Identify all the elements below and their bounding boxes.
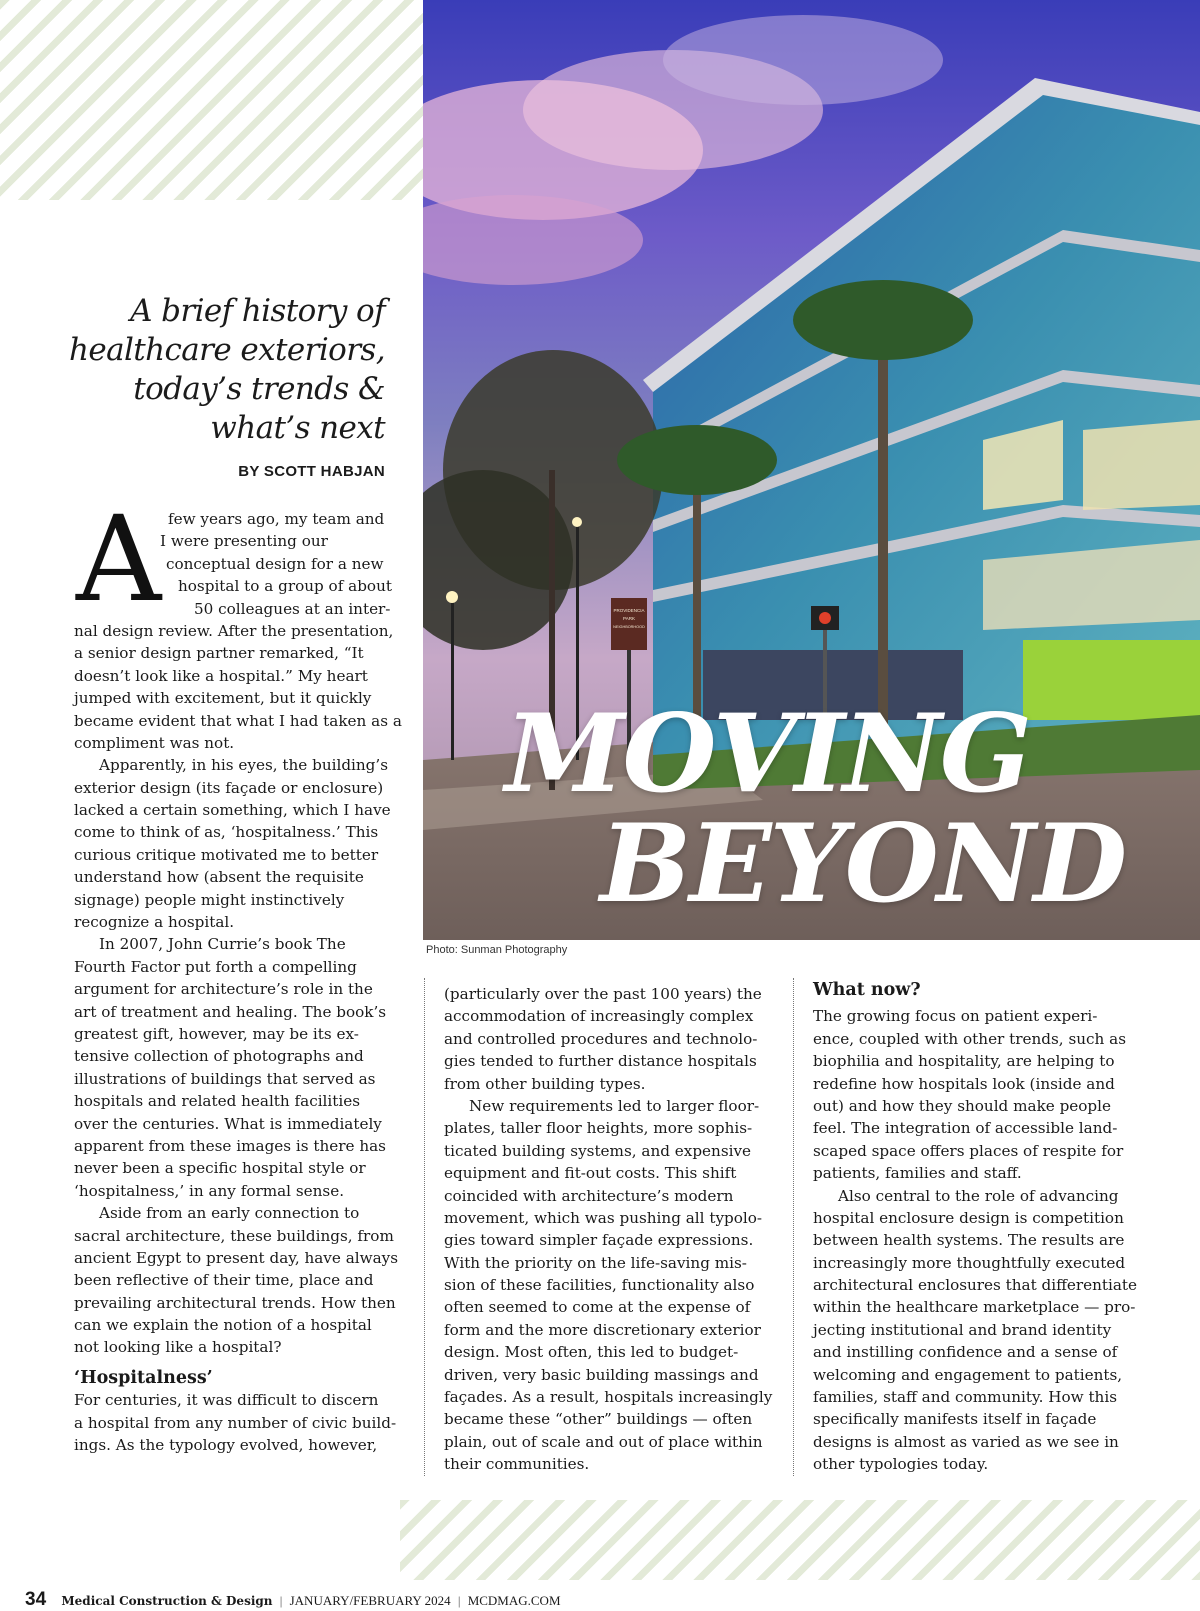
body-line: The growing focus on patient experi- (813, 1007, 1098, 1026)
body-line: ancient Egypt to present day, have always (74, 1248, 399, 1267)
body-line: out) and how they should make people (813, 1096, 1112, 1115)
body-line: Also central to the role of advancing (838, 1186, 1119, 1205)
drop-cap: A (76, 490, 162, 628)
body-line: became evident that what I had taken as a (74, 711, 402, 730)
body-line: their communities. (444, 1455, 590, 1474)
body-line: architectural enclosures that differentiate (813, 1276, 1138, 1295)
body-line: lacked a certain something, which I have (74, 801, 391, 820)
body-line: accommodation of increasingly complex (444, 1007, 754, 1026)
column-divider (424, 978, 425, 1476)
body-line: recognize a hospital. (74, 913, 235, 932)
body-line: never been a specific hospital style or (74, 1159, 366, 1178)
section-heading: What now? (813, 980, 921, 1000)
body-line: hospital to a group of about (178, 577, 392, 596)
body-line: families, staff and community. How this (813, 1388, 1117, 1407)
street-sign-line2: PARK (623, 616, 635, 621)
body-line: apparent from these images is there has (74, 1136, 386, 1155)
body-line: Apparently, in his eyes, the building’s (99, 756, 389, 775)
body-line: sacral architecture, these buildings, from (74, 1226, 394, 1245)
body-line: coincided with architecture’s modern (444, 1186, 734, 1205)
body-column-3 (813, 980, 1148, 1476)
footer-separator: | (279, 1593, 283, 1608)
body-line: argument for architecture’s role in the (74, 980, 373, 999)
body-line: Fourth Factor put forth a compelling (74, 957, 357, 976)
body-line: In 2007, John Currie’s book The (99, 935, 346, 954)
body-line: few years ago, my team and (168, 510, 385, 528)
publication-name: Medical Construction & Design (61, 1594, 273, 1608)
body-line: come to think of as, ‘hospitalness.’ This (74, 823, 379, 842)
body-line: ‘hospitalness,’ in any formal sense. (74, 1181, 345, 1200)
body-line: driven, very basic building massings and (444, 1365, 759, 1384)
body-line: exterior design (its façade or enclosure) (74, 778, 384, 797)
body-line: compliment was not. (74, 733, 235, 752)
body-line: gies toward simpler façade expressions. (444, 1231, 754, 1250)
body-line: doesn’t look like a hospital.” My heart (74, 666, 368, 685)
headline-line-1: MOVING (505, 691, 1030, 817)
body-line: tensive collection of photographs and (74, 1047, 364, 1066)
body-line: redefine how hospitals look (inside and (813, 1074, 1115, 1093)
section-heading: ‘Hospitalness’ (74, 1367, 213, 1388)
body-line: can we explain the notion of a hospital (74, 1316, 372, 1335)
body-line: became these “other” buildings — often (444, 1410, 753, 1429)
body-line: Aside from an early connection to (99, 1204, 360, 1223)
body-line: ticated building systems, and expensive (444, 1141, 752, 1160)
decorative-stripes-top (0, 0, 423, 200)
body-line: hospitals and related health facilities (74, 1092, 361, 1111)
body-line: jecting institutional and brand identity (813, 1320, 1112, 1339)
body-line (74, 1359, 407, 1367)
body-line: I were presenting our (160, 532, 328, 551)
body-line: curious critique motivated me to better (74, 845, 379, 864)
body-line: façades. As a result, hospitals increasingly (444, 1388, 773, 1407)
body-line: a senior design partner remarked, “It (74, 644, 364, 663)
body-line: feel. The integration of accessible land- (813, 1119, 1118, 1138)
body-line: increasingly more thoughtfully executed (813, 1253, 1126, 1272)
issue-date: JANUARY/FEBRUARY 2024 (289, 1593, 451, 1608)
body-line: art of treatment and healing. The book’s (74, 1002, 387, 1021)
body-line: and controlled procedures and technolo- (444, 1029, 758, 1048)
body-line: within the healthcare marketplace — pro- (813, 1298, 1136, 1317)
body-line: other typologies today. (813, 1455, 989, 1474)
body-line: 50 colleagues at an inter- (194, 599, 391, 618)
street-sign-line3: NEIGHBORHOOD (613, 625, 645, 629)
body-line: specifically manifests itself in façade (813, 1410, 1097, 1429)
body-column-1 (74, 508, 407, 1456)
body-line: ings. As the typology evolved, however, (74, 1436, 378, 1455)
body-line: greatest gift, however, may be its ex- (74, 1024, 359, 1043)
body-line: been reflective of their time, place and (74, 1271, 374, 1290)
body-line: patients, families and staff. (813, 1164, 1022, 1183)
body-line: conceptual design for a new (166, 554, 384, 573)
body-line: hospital enclosure design is competition (813, 1208, 1124, 1227)
body-line: signage) people might instinctively (74, 890, 345, 909)
page-footer (25, 1589, 561, 1611)
body-line: designs is almost as varied as we see in (813, 1432, 1119, 1451)
body-line: gies tended to further distance hospitals (444, 1052, 757, 1071)
body-line: form and the more discretionary exterior (444, 1320, 761, 1339)
body-line: design. Most often, this led to budget- (444, 1343, 739, 1362)
body-column-1-continued (74, 620, 407, 1456)
body-line: understand how (absent the requisite (74, 868, 364, 887)
deck-line: healthcare exteriors, (68, 332, 385, 368)
body-line: a hospital from any number of civic build- (74, 1413, 397, 1432)
deck-line: A brief history of (130, 293, 385, 329)
body-line: often seemed to come at the expense of (444, 1298, 751, 1317)
body-line: biophilia and hospitality, are helping to (813, 1052, 1115, 1071)
body-column-2 (444, 983, 772, 1476)
column-divider (793, 978, 794, 1476)
article-deck (40, 292, 385, 448)
body-line: New requirements led to larger floor- (469, 1096, 760, 1115)
deck-line: what’s next (210, 410, 385, 446)
headline-line-2: BEYOND (600, 801, 1126, 927)
body-line: For centuries, it was difficult to discern (74, 1391, 379, 1410)
body-line: sion of these facilities, functionality also (444, 1276, 755, 1295)
body-line: plain, out of scale and out of place within (444, 1432, 763, 1451)
body-line: prevailing architectural trends. How then (74, 1293, 396, 1312)
body-line: over the centuries. What is immediately (74, 1114, 382, 1133)
page-number: 34 (25, 1589, 47, 1610)
body-line: plates, taller floor heights, more sophis- (444, 1119, 753, 1138)
body-line: and instilling confidence and a sense of (813, 1343, 1118, 1362)
body-line: not looking like a hospital? (74, 1338, 282, 1357)
street-sign-line1: PROVIDENCIA (613, 608, 645, 613)
body-line: welcoming and engagement to patients, (813, 1365, 1123, 1384)
body-line: equipment and fit-out costs. This shift (444, 1164, 737, 1183)
body-line: scaped space offers places of respite for (813, 1141, 1124, 1160)
body-line: ence, coupled with other trends, such as (813, 1029, 1126, 1048)
website: MCDMAG.COM (467, 1593, 561, 1608)
decorative-stripes-bottom (400, 1500, 1200, 1580)
deck-line: today’s trends & (133, 371, 385, 407)
body-line: movement, which was pushing all typolo- (444, 1208, 763, 1227)
photo-credit: Photo: Sunman Photography (426, 944, 568, 956)
body-line: illustrations of buildings that served as (74, 1069, 376, 1088)
body-line: nal design review. After the presentation, (74, 621, 394, 640)
byline: BY SCOTT HABJAN (238, 463, 385, 480)
body-line: With the priority on the life-saving mis- (444, 1253, 747, 1272)
body-line: between health systems. The results are (813, 1231, 1125, 1250)
footer-separator: | (457, 1593, 461, 1608)
body-line: from other building types. (444, 1074, 646, 1093)
body-line: (particularly over the past 100 years) the (444, 985, 762, 1003)
body-line: jumped with excitement, but it quickly (74, 689, 372, 708)
